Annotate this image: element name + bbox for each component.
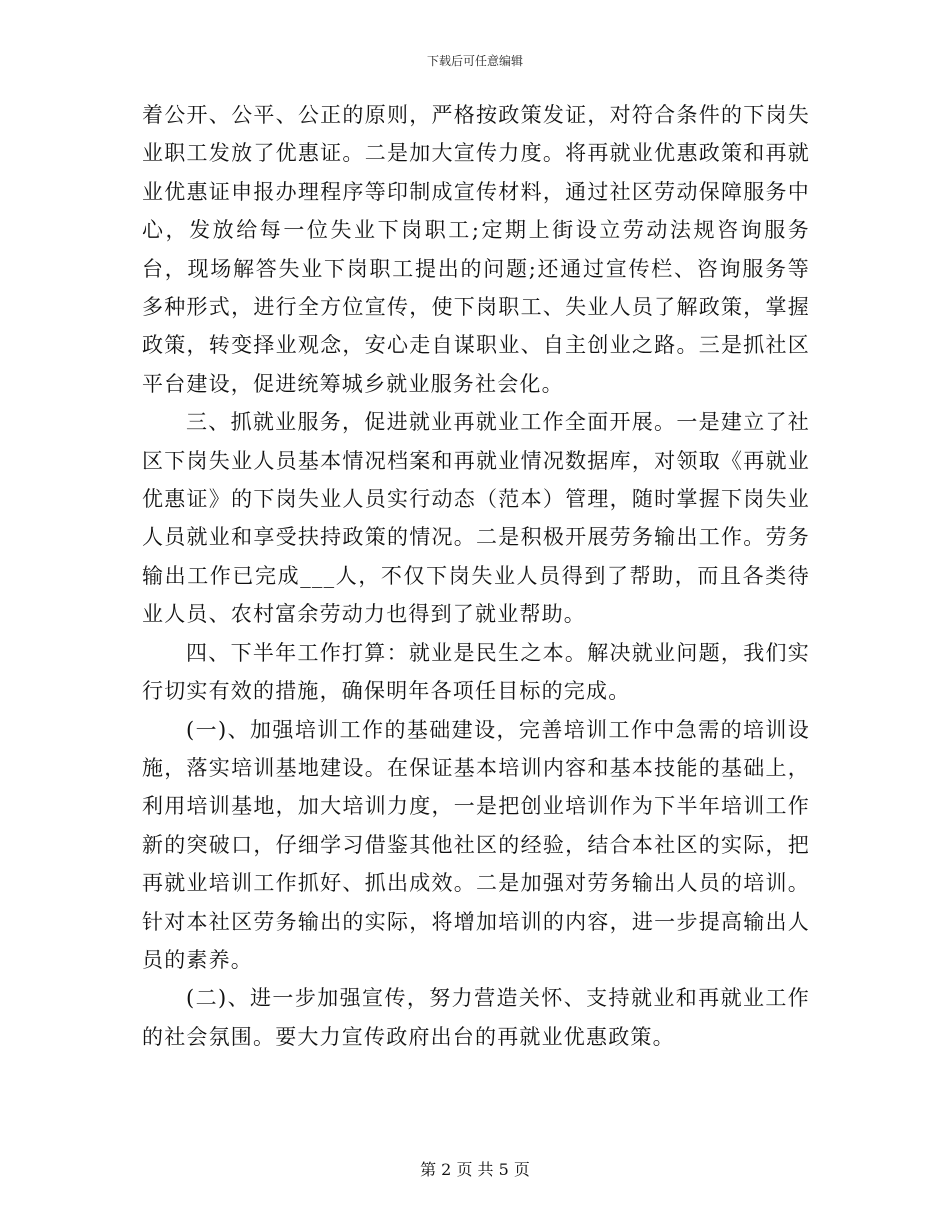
paragraph-section-three: 三、抓就业服务，促进就业再就业工作全面开展。一是建立了社区下岗失业人员基本情况档案和再就业情况数据库，对领取《再就业优惠证》的下岗失业人员实行动态（范本）管理，随时掌握下岗失业人员就业和享受扶持政策的情况。二是积极开展劳务输出工作。劳务输出工作已完成___人，不仅下岗失业人员得到了帮助，而且各类待业人员、农村富余劳动力也得到了就业帮助。 bbox=[142, 410, 810, 627]
paragraph-continuation: 着公开、公平、公正的原则，严格按政策发证，对符合条件的下岗失业职工发放了优惠证。二是加大宣传力度。将再就业优惠政策和再就业优惠证申报办理程序等印制成宣传材料，通过社区劳动保障服务中心，发放给每一位失业下岗职工;定期上街设立劳动法规咨询服务台，现场解答失业下岗职工提出的问题;还通过宣传栏、咨询服务等多种形式，进行全方位宣传，使下岗职工、失业人员了解政策，掌握政策，转变择业观念，安心走自谋职业、自主创业之路。三是抓社区平台建设，促进统筹城乡就业服务社会化。 bbox=[142, 103, 810, 396]
page-header-note: 下载后可任意编辑 bbox=[426, 54, 523, 68]
paragraph-section-four: 四、下半年工作打算：就业是民生之本。解决就业问题，我们实行切实有效的措施，确保明年各项任目标的完成。 bbox=[142, 640, 810, 704]
page-number: 第 2 页 共 5 页 bbox=[420, 1160, 530, 1179]
paragraph-item-one: (一)、加强培训工作的基础建设，完善培训工作中急需的培训设施，落实培训基地建设。在保证基本培训内容和基本技能的基础上，利用培训基地，加大培训力度，一是把创业培训作为下半年培训工作新的突破口，仔细学习借鉴其他社区的经验，结合本社区的实际，把再就业培训工作抓好、抓出成效。二是加强对劳务输出人员的培训。针对本社区劳务输出的实际，将增加培训的内容，进一步提高输出人员的素养。 bbox=[142, 717, 810, 972]
paragraph-item-two: (二)、进一步加强宣传，努力营造关怀、支持就业和再就业工作的社会氛围。要大力宣传政府出台的再就业优惠政策。 bbox=[142, 986, 810, 1049]
document-body bbox=[142, 96, 810, 1056]
